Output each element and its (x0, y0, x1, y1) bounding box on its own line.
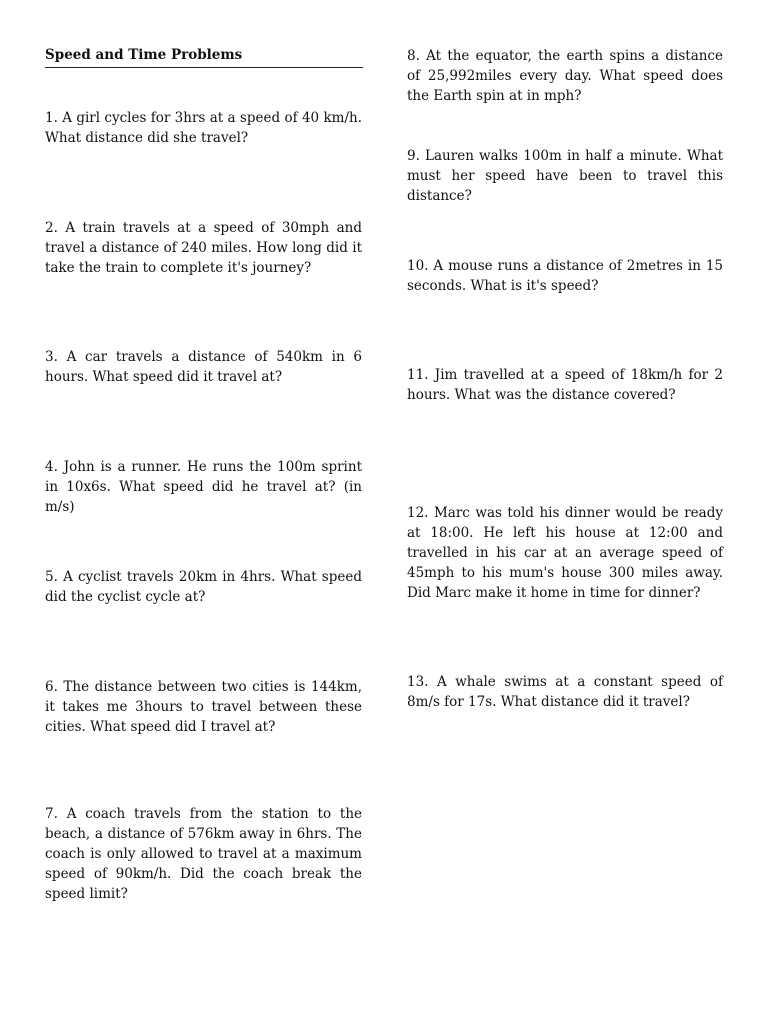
question-11: 11. Jim travelled at a speed of 18km/h for 2 hours. What was the distance covered? (407, 367, 723, 403)
question-12: 12. Marc was told his dinner would be ready at 18:00. He left his house at 12:00 and travelled in his car at an average speed of 45mph to his mum's house 300 miles away. Did Marc make it home in time for dinner? (407, 505, 723, 601)
question-1: 1. A girl cycles for 3hrs at a speed of 40 km/h. What distance did she travel? (45, 110, 362, 146)
page-title: Speed and Time Problems (45, 46, 363, 68)
question-3: 3. A car travels a distance of 540km in 6 hours. What speed did it travel at? (45, 349, 362, 385)
question-8: 8. At the equator, the earth spins a distance of 25,992miles every day. What speed does the Earth spin at in mph? (407, 48, 723, 104)
question-13: 13. A whale swims at a constant speed of 8m/s for 17s. What distance did it travel? (407, 674, 723, 710)
question-2: 2. A train travels at a speed of 30mph and travel a distance of 240 miles. How long did it take the train to complete it's journey? (45, 220, 362, 276)
question-9: 9. Lauren walks 100m in half a minute. What must her speed have been to travel this distance? (407, 148, 723, 204)
question-5: 5. A cyclist travels 20km in 4hrs. What speed did the cyclist cycle at? (45, 569, 362, 605)
question-7: 7. A coach travels from the station to the beach, a distance of 576km away in 6hrs. The coach is only allowed to travel at a maximum speed of 90km/h. Did the coach break the speed limit? (45, 806, 362, 902)
question-4: 4. John is a runner. He runs the 100m sprint in 10x6s. What speed did he travel at? (in m/s) (45, 459, 362, 515)
question-6: 6. The distance between two cities is 144km, it takes me 3hours to travel between these cities. What speed did I travel at? (45, 679, 362, 735)
question-10: 10. A mouse runs a distance of 2metres in 15 seconds. What is it's speed? (407, 258, 723, 294)
